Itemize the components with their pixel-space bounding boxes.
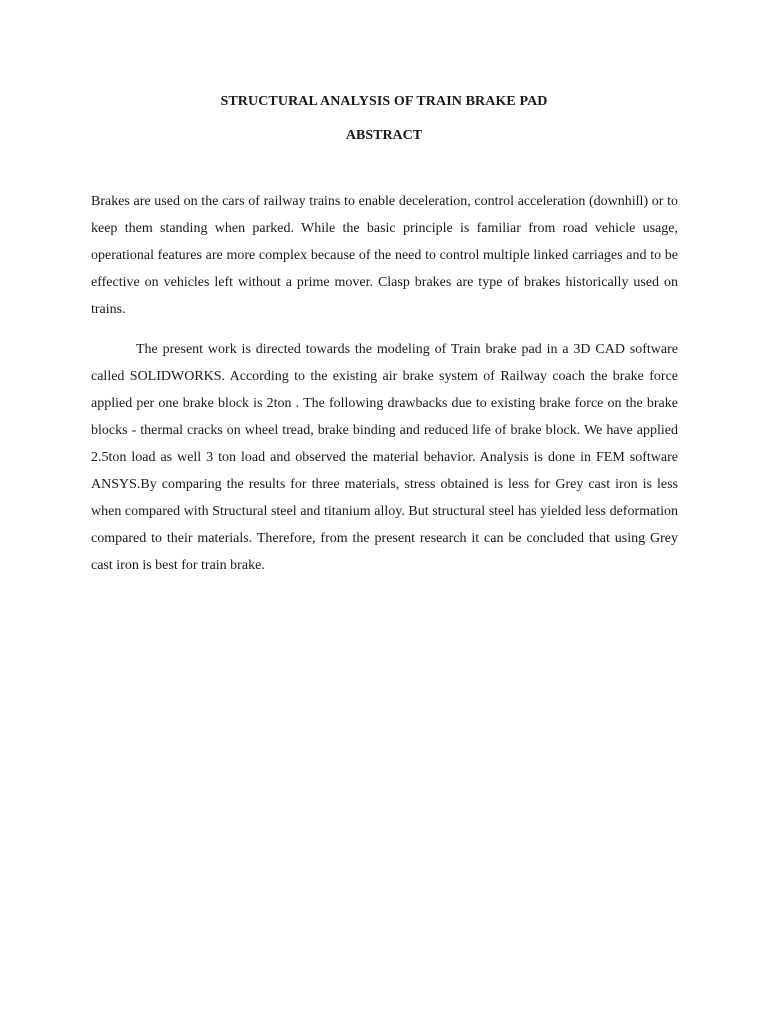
- document-title: STRUCTURAL ANALYSIS OF TRAIN BRAKE PAD: [220, 94, 548, 109]
- abstract-heading: ABSTRACT: [345, 128, 423, 143]
- abstract-paragraph-1: Brakes are used on the cars of railway trains to enable deceleration, control acceleration (downhill) or to keep them standing when parked. While the basic principle is familiar from road vehicle usage, operational features are more complex because of the need to control multiple linked carriages and to be effective on vehicles left without a prime mover. Clasp brakes are type of brakes historically used on trains.: [91, 194, 678, 317]
- abstract-paragraph-2: The present work is directed towards the modeling of Train brake pad in a 3D CAD software called SOLIDWORKS. According to the existing air brake system of Railway coach the brake force applied per one brake block is 2ton . The following drawbacks due to existing brake force on the brake blocks - thermal cracks on wheel tread, brake binding and reduced life of brake block. We have applied 2.5ton load as well 3 ton load and observed the material behavior. Analysis is done in FEM software ANSYS.By comparing the results for three materials, stress obtained is less for Grey cast iron is less when compared with Structural steel and titanium alloy. But structural steel has yielded less deformation compared to their materials. Therefore, from the present research it can be concluded that using Grey cast iron is best for train brake.: [91, 342, 678, 573]
